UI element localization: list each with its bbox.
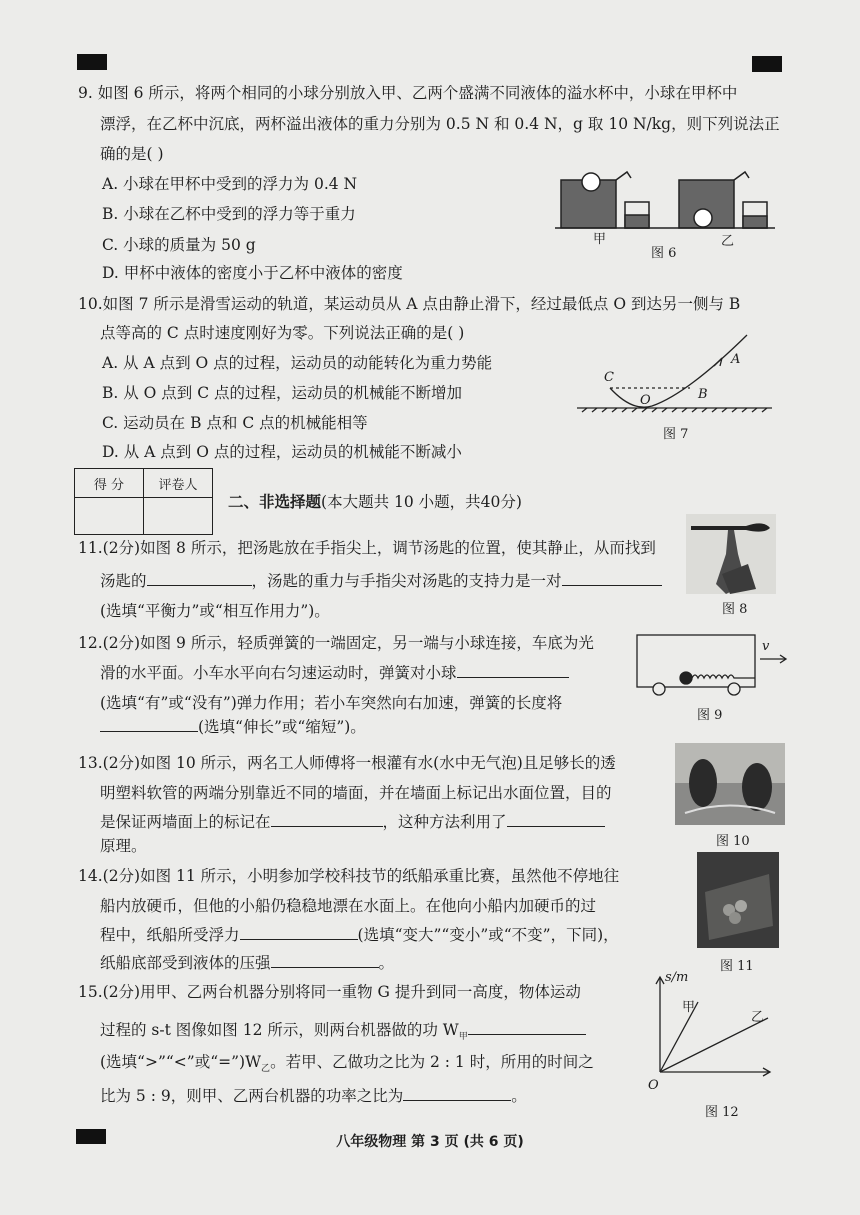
q11-line2-a: 汤匙的 <box>100 572 147 590</box>
q10-option-c: C. 运动员在 B 点和 C 点的机械能相等 <box>102 414 368 432</box>
q14-line3-b: (选填“变大”“变小”或“不变”，下同)， <box>357 926 619 944</box>
score-cell[interactable] <box>75 498 144 535</box>
q14-line3 <box>100 924 619 946</box>
q10-line2: 点等高的 C 点时速度刚好为零。下列说法正确的是( ) <box>100 324 465 342</box>
q9-line1: 9. 如图 6 所示，将两个相同的小球分别放入甲、乙两个盛满不同液体的溢水杯中，小球在甲杯中 <box>78 84 738 102</box>
q14-line3-a: 程中，纸船所受浮力 <box>100 926 240 944</box>
q15-w-jia-sub: 甲 <box>458 1032 468 1043</box>
q14-line4 <box>100 952 394 974</box>
section-title: 二、非选择题 <box>228 493 322 511</box>
q13-line3 <box>100 811 605 833</box>
q9-line2: 漂浮，在乙杯中沉底，两杯溢出液体的重力分别为 0.5 N 和 0.4 N，g 取 10 N/kg，则下列说法正 <box>100 115 780 133</box>
q14-line4-a: 纸船底部受到液体的压强 <box>100 954 271 972</box>
q15-line1: 15.(2分)用甲、乙两台机器分别将同一重物 G 提升到同一高度，物体运动 <box>78 983 581 1001</box>
q11-line1: 11.(2分)如图 8 所示，把汤匙放在手指尖上，调节汤匙的位置，使其静止，从而找到 <box>78 539 656 557</box>
score-table <box>74 468 213 535</box>
q9-option-a: A. 小球在甲杯中受到的浮力为 0.4 N <box>102 175 358 193</box>
q13-blank-2[interactable] <box>507 811 605 827</box>
q13-line1: 13.(2分)如图 10 所示，两名工人师傅将一根灌有水(水中无气泡)且足够长的透 <box>78 754 616 772</box>
q15-blank-1[interactable] <box>468 1019 586 1035</box>
q11-line2 <box>100 570 662 592</box>
q13-line3-a: 是保证两墙面上的标记在 <box>100 813 271 831</box>
fig10-caption: 图 10 <box>716 834 750 849</box>
fig11-caption: 图 11 <box>720 959 754 974</box>
fig7-point-c: C <box>604 370 614 385</box>
q9-option-d: D. 甲杯中液体的密度小于乙杯中液体的密度 <box>102 264 403 282</box>
fig12-label-jia: 甲 <box>682 1000 696 1015</box>
grader-cell[interactable] <box>144 498 213 535</box>
q15-blank-2[interactable] <box>403 1085 511 1101</box>
q12-line2 <box>100 662 569 684</box>
q15-line3 <box>100 1051 594 1080</box>
q10-line1: 10.如图 7 所示是滑雪运动的轨道，某运动员从 A 点由静止滑下，经过最低点 O 到达另一侧与 B <box>78 295 741 313</box>
q15-line2 <box>100 1019 586 1048</box>
q14-blank-1[interactable] <box>240 924 358 940</box>
q9-option-b: B. 小球在乙杯中受到的浮力等于重力 <box>102 205 356 223</box>
q10-option-b: B. 从 O 点到 C 点的过程，运动员的机械能不断增加 <box>102 384 463 402</box>
q15-line3-b: 。若甲、乙做功之比为 2 : 1 时，所用的时间之 <box>270 1053 594 1071</box>
grader-label: 评卷人 <box>144 469 213 498</box>
fig9-velocity-label: v <box>762 639 770 654</box>
q14-line1: 14.(2分)如图 11 所示，小明参加学校科技节的纸船承重比赛，虽然他不停地往 <box>78 867 620 885</box>
fig7-caption: 图 7 <box>663 427 689 442</box>
q10-option-a: A. 从 A 点到 O 点的过程，运动员的动能转化为重力势能 <box>102 354 493 372</box>
q9-line3: 确的是( ) <box>100 145 164 163</box>
q15-w-yi-sub: 乙 <box>261 1064 271 1075</box>
registration-mark-top-right <box>752 56 782 72</box>
q15-line3-a: (选填“>”“<”或“=”)W <box>100 1053 262 1071</box>
q12-blank-1[interactable] <box>457 662 569 678</box>
q15-line4-a: 比为 5 : 9，则甲、乙两台机器的功率之比为 <box>100 1087 404 1105</box>
q14-line4-b: 。 <box>378 954 395 972</box>
q12-line1: 12.(2分)如图 9 所示，轻质弹簧的一端固定，另一端与小球连接，车底为光 <box>78 634 594 652</box>
q14-line2: 船内放硬币，但他的小船仍稳稳地漂在水面上。在他向小船内加硬币的过 <box>100 897 597 915</box>
q12-blank-2[interactable] <box>100 716 198 732</box>
fig9-caption: 图 9 <box>697 708 723 723</box>
figure-11-photo <box>697 852 779 948</box>
figure-10-photo <box>675 743 785 825</box>
q12-line4-text: (选填“伸长”或“缩短”)。 <box>198 718 366 736</box>
fig12-origin-label: O <box>648 1078 659 1093</box>
q13-line3-b: ，这种方法利用了 <box>382 813 507 831</box>
q11-line3: (选填“平衡力”或“相互作用力”)。 <box>100 602 330 620</box>
score-label: 得 分 <box>75 469 144 498</box>
q9-option-c: C. 小球的质量为 50 g <box>102 236 256 254</box>
q12-line3: (选填“有”或“没有”)弹力作用；若小车突然向右加速，弹簧的长度将 <box>100 694 563 712</box>
figure-7 <box>572 330 777 415</box>
q14-blank-2[interactable] <box>271 952 379 968</box>
fig6-label-jia: 甲 <box>593 232 607 247</box>
q10-option-d: D. 从 A 点到 O 点的过程，运动员的机械能不断减小 <box>102 443 462 461</box>
q11-blank-1[interactable] <box>147 570 252 586</box>
fig12-caption: 图 12 <box>705 1105 739 1120</box>
q13-blank-1[interactable] <box>271 811 383 827</box>
fig12-axis-label: s/m <box>665 970 689 985</box>
figure-6 <box>555 160 780 240</box>
q12-line4 <box>100 716 366 738</box>
figure-8-photo <box>686 514 776 594</box>
fig12-label-yi: 乙 <box>751 1010 765 1025</box>
fig6-caption: 图 6 <box>651 246 677 261</box>
figure-12-graph <box>650 972 775 1082</box>
q15-line4 <box>100 1085 527 1107</box>
q15-line4-b: 。 <box>511 1087 527 1105</box>
figure-9 <box>634 630 794 700</box>
q15-line2-a: 过程的 s-t 图像如图 12 所示，则两台机器做的功 W <box>100 1021 459 1039</box>
q11-line2-b: ，汤匙的重力与手指尖对汤匙的支持力是一对 <box>251 572 562 590</box>
fig7-point-o: O <box>640 393 651 408</box>
q13-line4: 原理。 <box>100 837 147 855</box>
fig8-caption: 图 8 <box>722 602 748 617</box>
registration-mark-top-left <box>77 54 107 70</box>
page-footer: 八年级物理 第 3 页 (共 6 页) <box>336 1134 524 1150</box>
section-note: (本大题共 10 小题，共40分) <box>321 493 522 511</box>
q13-line2: 明塑料软管的两端分别靠近不同的墙面，并在墙面上标记出水面位置，目的 <box>100 784 612 802</box>
graph-line-yi <box>660 1018 768 1072</box>
q12-line2-text: 滑的水平面。小车水平向右匀速运动时，弹簧对小球 <box>100 664 457 682</box>
fig7-point-a: A <box>731 352 741 367</box>
fig6-label-yi: 乙 <box>721 234 735 249</box>
q11-blank-2[interactable] <box>562 570 662 586</box>
fig7-point-b: B <box>698 387 708 402</box>
section-heading <box>228 490 522 512</box>
